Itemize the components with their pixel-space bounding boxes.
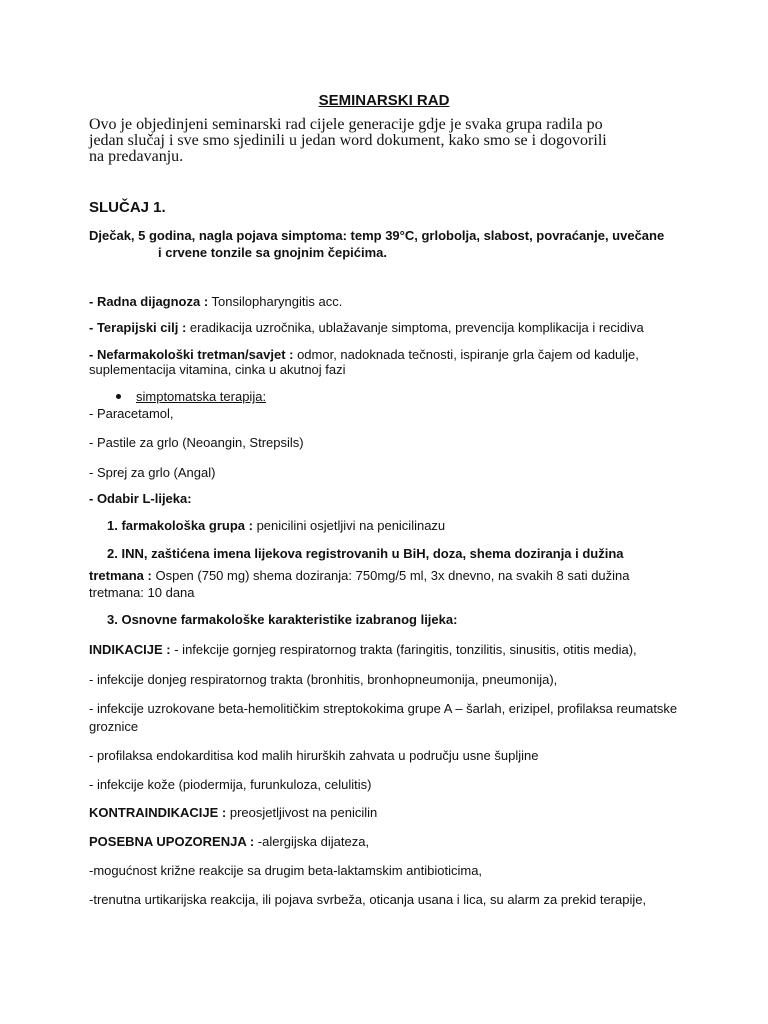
indication-item: groznice (89, 719, 139, 734)
choice-heading: - Odabir L-lijeka: (89, 491, 192, 506)
contraindications-line (89, 805, 377, 821)
diagnosis-text: Tonsilopharyngitis acc. (208, 294, 343, 309)
nonpharm-continuation: suplementacija vitamina, cinka u akutnoj fazi (89, 362, 346, 377)
group-line (107, 518, 445, 534)
warning-item: -mogućnost križne reakcije sa drugim beta-laktamskim antibioticima, (89, 863, 483, 878)
inn-heading: 2. INN, zaštićena imena lijekova registrovanih u BiH, doza, shema doziranja i dužina (107, 546, 624, 561)
indications-line (89, 642, 637, 658)
diagnosis-line (89, 294, 342, 310)
symptomatic-item: - Pastile za grlo (Neoangin, Strepsils) (89, 435, 304, 450)
indications-first: - infekcije gornjeg respiratornog trakta (faringitis, tonzilitis, sinusitis, otitis media), (170, 642, 637, 657)
warnings-label: POSEBNA UPOZORENJA : (89, 834, 255, 849)
goal-label: - Terapijski cilj : (89, 320, 187, 335)
goal-line (89, 320, 644, 336)
group-label: 1. farmakološka grupa : (107, 518, 253, 533)
inn-continuation: tretmana: 10 dana (89, 585, 195, 600)
nonpharm-text: odmor, nadoknada tečnosti, ispiranje grla čajem od kadulje, (293, 347, 639, 362)
indications-label: INDIKACIJE : (89, 642, 171, 657)
symptomatic-item: - Sprej za grlo (Angal) (89, 465, 216, 480)
inn-text: Ospen (750 mg) shema doziranja: 750mg/5 ml, 3x dnevno, na svakih 8 sati dužina (151, 568, 630, 583)
case-description-line-1: Dječak, 5 godina, nagla pojava simptoma: temp 39°C, grlobolja, slabost, povraćanje, uvečane (89, 228, 665, 243)
goal-text: eradikacija uzročnika, ublažavanje simptoma, prevencija komplikacija i recidiva (186, 320, 644, 335)
contraindications-label: KONTRAINDIKACIJE : (89, 805, 227, 820)
warning-item: -trenutna urtikarijska reakcija, ili pojava svrbeža, oticanja usana i lica, su alarm za prekid terapije, (89, 892, 647, 907)
inn-label: tretmana : (89, 568, 152, 583)
group-text: penicilini osjetljivi na penicilinazu (252, 518, 446, 533)
warnings-first: -alergijska dijateza, (254, 834, 370, 849)
case-heading: SLUČAJ 1. (89, 199, 166, 216)
document-title: SEMINARSKI RAD (318, 92, 450, 109)
diagnosis-label: - Radna dijagnoza : (89, 294, 209, 309)
warnings-line (89, 834, 369, 850)
case-description-line-2: i crvene tonzile sa gnojnim čepićima. (158, 245, 388, 260)
nonpharm-label: - Nefarmakološki tretman/savjet : (89, 347, 294, 362)
inn-line (89, 568, 630, 584)
intro-line-3: na predavanju. (89, 148, 184, 165)
bullet-icon (116, 394, 121, 399)
indication-item: - profilaksa endokarditisa kod malih hirurških zahvata u području usne šupljine (89, 748, 539, 763)
intro-line-1: Ovo je objedinjeni seminarski rad cijele generacije gdje je svaka grupa radila po (89, 116, 603, 133)
intro-line-2: jedan slučaj i sve smo sjedinili u jedan word dokument, kako smo se i dogovorili (89, 132, 607, 149)
basics-heading: 3. Osnovne farmakološke karakteristike izabranog lijeka: (107, 612, 458, 627)
indication-item: - infekcije kože (piodermija, furunkuloza, celulitis) (89, 777, 372, 792)
nonpharm-line (89, 347, 639, 363)
contraindications-text: preosjetljivost na penicilin (226, 805, 378, 820)
indication-item: - infekcije uzrokovane beta-hemolitičkim streptokokima grupe A – šarlah, erizipel, profilaksa reumatske (89, 701, 678, 716)
indication-item: - infekcije donjeg respiratornog trakta (bronhitis, bronhopneumonija, pneumonija), (89, 672, 558, 687)
symptomatic-item: - Paracetamol, (89, 406, 174, 421)
symptomatic-heading: simptomatska terapija: (136, 389, 267, 404)
